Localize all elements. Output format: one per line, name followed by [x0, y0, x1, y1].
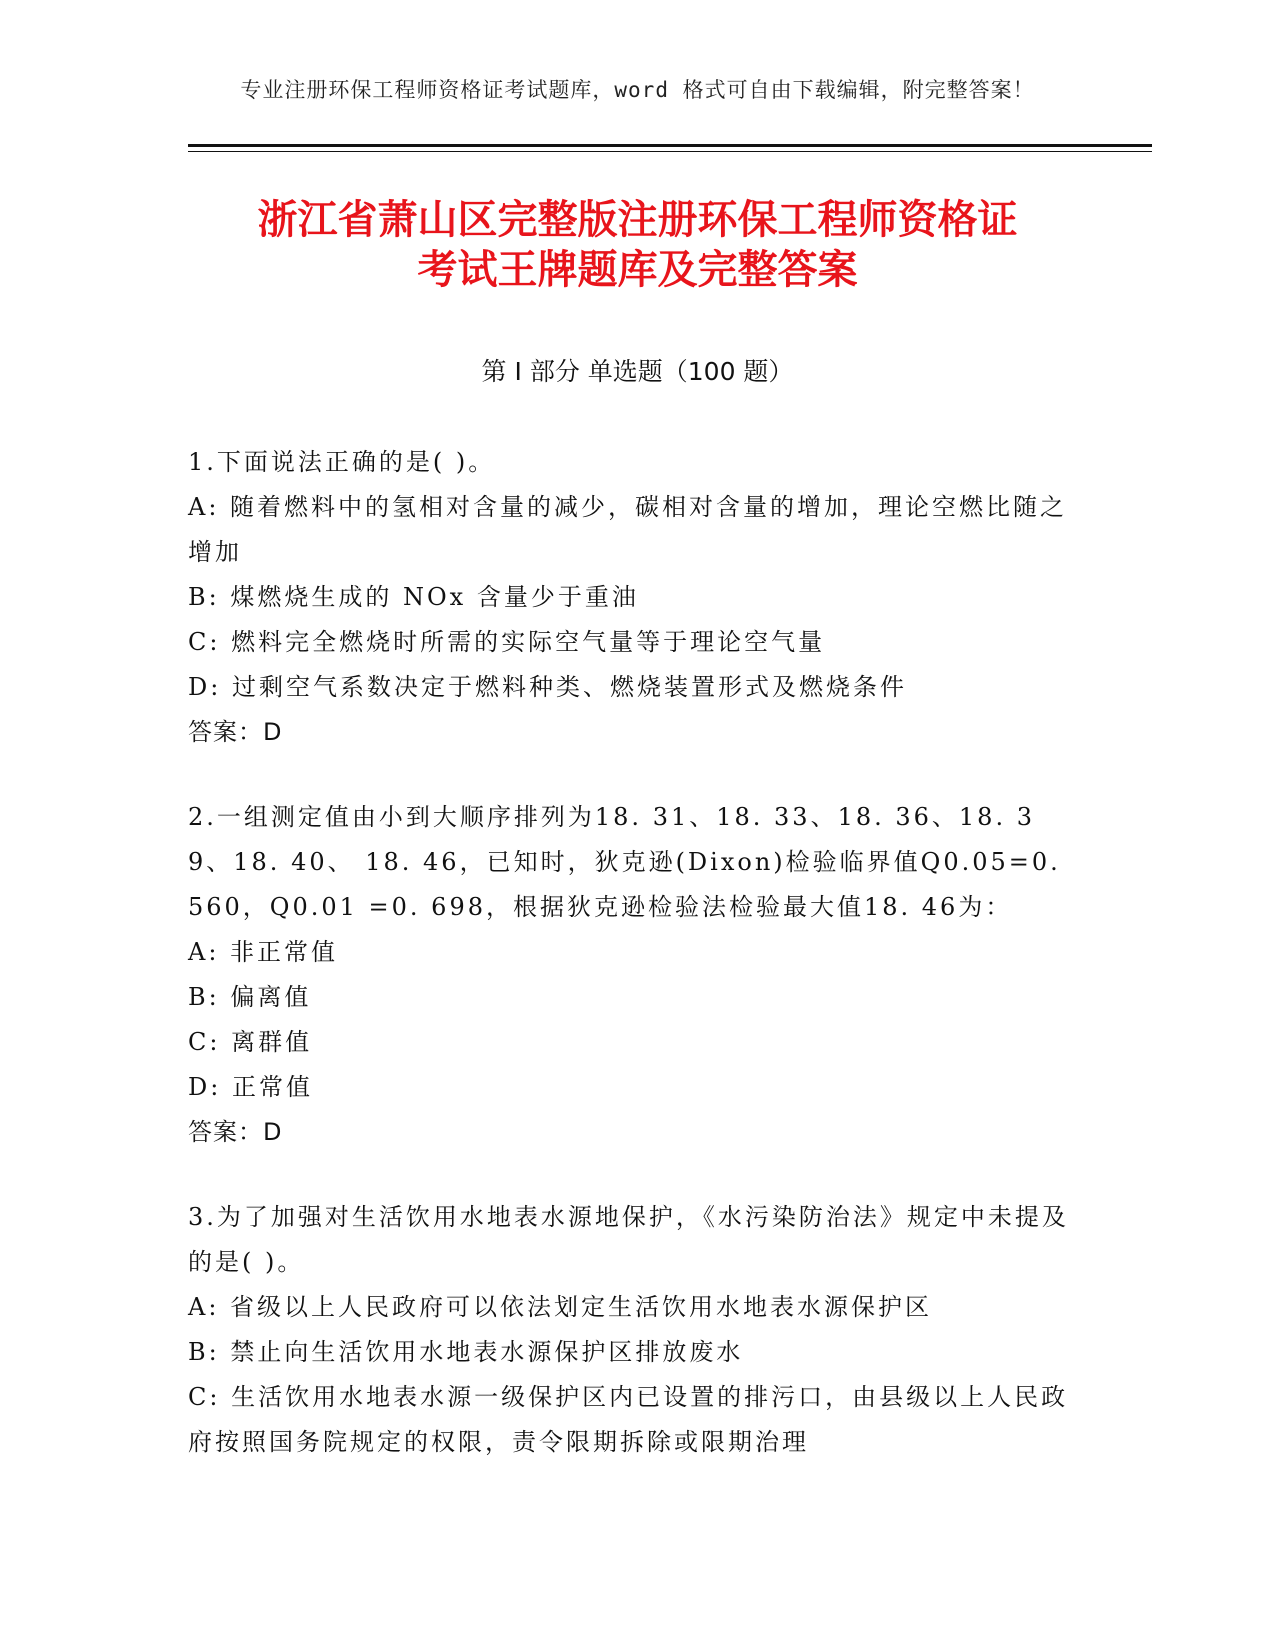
question-stem: 2.一组测定值由小到大顺序排列为18. 31、18. 33、18. 36、18. 39、18. 40、 18. 46，已知时，狄克逊(Dixon)检验临界值Q0.05=0. 560，Q0.01 =0. 698，根据狄克逊检验法检验最大值18. 46为：: [188, 803, 1061, 921]
option-c: C: 离群值: [188, 1028, 313, 1056]
option-b: B: 禁止向生活饮用水地表水源保护区排放废水: [188, 1338, 744, 1366]
option-c: C: 燃料完全燃烧时所需的实际空气量等于理论空气量: [188, 628, 826, 656]
option-a: A: 省级以上人民政府可以依法划定生活饮用水地表水源保护区: [188, 1293, 933, 1321]
header-rule-thin: [188, 151, 1152, 152]
question-1: [188, 440, 1078, 755]
header-note: 专业注册环保工程师资格证考试题库，word 格式可自由下载编辑，附完整答案！: [240, 78, 1035, 102]
option-a: A: 随着燃料中的氢相对含量的减少，碳相对含量的增加，理论空燃比随之增加: [188, 493, 1068, 566]
question-2: [188, 795, 1078, 1155]
question-list: [188, 440, 1078, 1505]
option-b: B: 偏离值: [188, 983, 312, 1011]
answer-line: 答案：D: [188, 1118, 283, 1146]
option-b: B: 煤燃烧生成的 NOx 含量少于重油: [188, 583, 639, 611]
section-heading: 第 I 部分 单选题（100 题）: [481, 357, 794, 386]
question-stem: 1.下面说法正确的是( )。: [188, 448, 496, 476]
option-a: A: 非正常值: [188, 938, 339, 966]
document-title-line-1: 浙江省萧山区完整版注册环保工程师资格证: [257, 197, 1018, 243]
question-stem: 3.为了加强对生活饮用水地表水源地保护，《水污染防治法》规定中未提及的是( )。: [188, 1203, 1069, 1276]
document-title-line-2: 考试王牌题库及完整答案: [417, 247, 858, 293]
header-rule-thick: [188, 144, 1152, 147]
answer-line: 答案：D: [188, 718, 283, 746]
option-d: D: 过剩空气系数决定于燃料种类、燃烧装置形式及燃烧条件: [188, 673, 907, 701]
question-3: [188, 1195, 1078, 1465]
option-c: C: 生活饮用水地表水源一级保护区内已设置的排污口，由县级以上人民政府按照国务院规定的权限，责令限期拆除或限期治理: [188, 1383, 1069, 1456]
option-d: D: 正常值: [188, 1073, 313, 1101]
document-title: [150, 195, 1125, 295]
